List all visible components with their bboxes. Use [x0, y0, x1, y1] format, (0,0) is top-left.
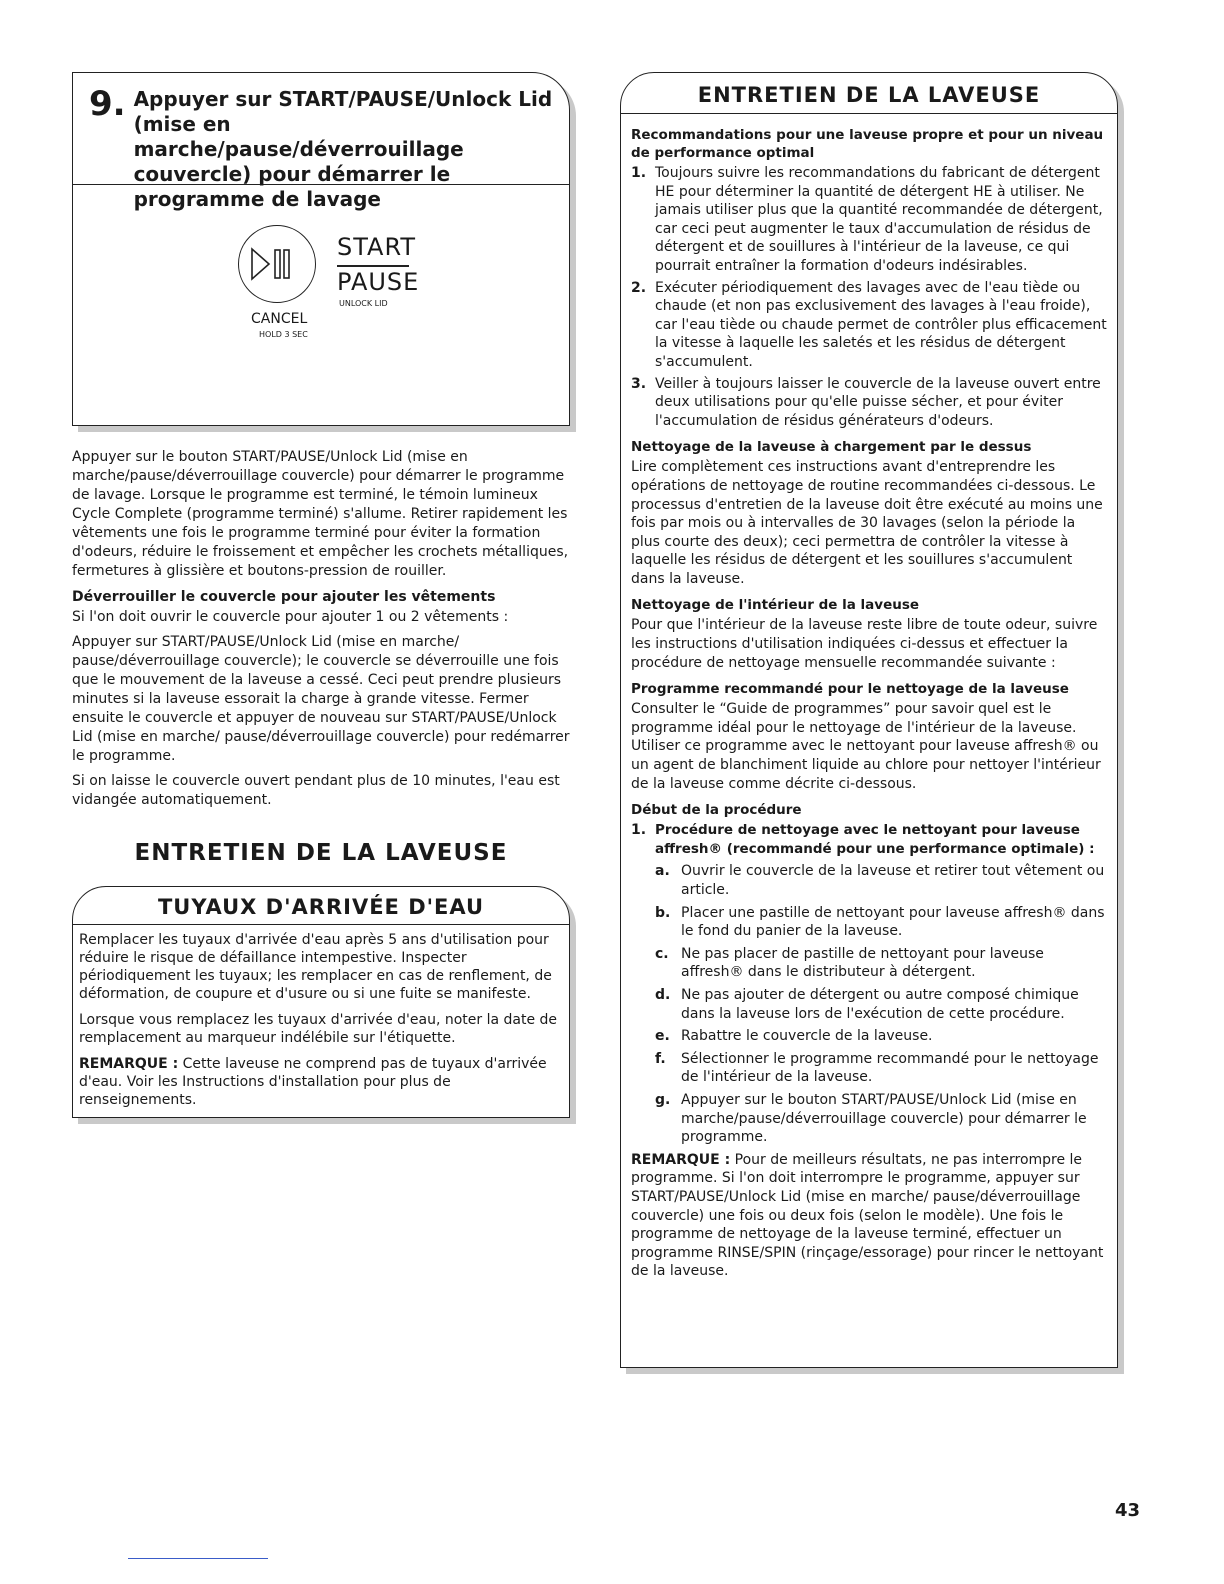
procedure-item — [631, 821, 1107, 858]
procedure-step — [655, 1050, 1107, 1087]
item-text: Toujours suivre les recommandations du fabricant de détergent HE pour déterminer la quantité de détergent HE à utiliser. Ne jamais utiliser plus que la quantité recommandée de détergent, car ceci peut augmenter le taux d'accumulation de résidus de détergent et de souillures à l'intérieur de la laveuse, ce qui pourrait entraîner la formation d'odeurs indésirables. — [655, 165, 1103, 274]
washer-care-body — [621, 114, 1117, 1281]
procedure-list — [631, 821, 1107, 858]
top-load-cleaning-text: Lire complètement ces instructions avant d'entreprendre les opérations de nettoyage de routine recommandées ci-dessous. Le processus d'entretien de la laveuse doit être exécuté au moins une fois par mois ou à intervalles de 30 lavages (selon la période la plus courte des deux); ceci permettra de contrôler la vitesse à laquelle les résidus de détergent et les souillures s'accumulent dans la laveuse. — [631, 459, 1103, 587]
step-9-body — [72, 448, 570, 810]
note-text: Cette laveuse ne comprend pas de tuyaux d'arrivée d'eau. Voir les Instructions d'installation pour plus de renseignements. — [79, 1056, 547, 1108]
step-text: Ne pas ajouter de détergent ou autre composé chimique dans la laveuse lors de l'exécution de cette procédure. — [681, 986, 1079, 1022]
procedure-start-heading: Début de la procédure — [631, 802, 802, 819]
recommended-program-text: Consulter le “Guide de programmes” pour savoir quel est le programme idéal pour le nettoyage de l'intérieur de la laveuse. Utiliser ce programme avec le nettoyant pour laveuse affresh® ou un agent de blanchiment liquide au chlore pour nettoyer l'intérieur de la laveuse comme décrite ci-dessous. — [631, 701, 1101, 792]
step-text: Sélectionner le programme recommandé pour le nettoyage de l'intérieur de la laveuse. — [681, 1050, 1099, 1086]
step-marker: f. — [655, 1050, 666, 1067]
inlet-hoses-body — [73, 925, 569, 1117]
step-marker: e. — [655, 1028, 670, 1045]
item-text: Veiller à toujours laisser le couvercle de la laveuse ouvert entre deux utilisations pour qu'elle puisse sécher, et pour éviter l'accumulation de résidus générateurs d'odeurs. — [655, 375, 1101, 429]
unlock-lid-label: UNLOCK LID — [339, 299, 388, 308]
unlock-heading: Déverrouiller le couvercle pour ajouter les vêtements — [72, 589, 496, 605]
washer-care-box — [620, 72, 1118, 1368]
unlock-paragraph-1: Si l'on doit ouvrir le couvercle pour ajouter 1 ou 2 vêtements : — [72, 609, 509, 625]
step-marker: b. — [655, 904, 671, 921]
step-text: Appuyer sur le bouton START/PAUSE/Unlock Lid (mise en marche/pause/déverrouillage couvercle) pour démarrer le programme. — [681, 1091, 1087, 1146]
item-marker: 3. — [631, 375, 647, 392]
hoses-paragraph-2: Lorsque vous remplacez les tuyaux d'arrivée d'eau, noter la date de remplacement au marqueur indélébile sur l'étiquette. — [79, 1012, 558, 1046]
play-pause-icon — [249, 246, 305, 282]
list-item — [631, 164, 1107, 276]
maintenance-heading: ENTRETIEN DE LA LAVEUSE — [134, 840, 508, 866]
note-label: REMARQUE : — [631, 1151, 731, 1168]
top-load-cleaning-heading: Nettoyage de la laveuse à chargement par le dessus — [631, 439, 1032, 456]
procedure-steps — [631, 862, 1107, 1146]
unlock-paragraph-2: Appuyer sur START/PAUSE/Unlock Lid (mise en marche/ pause/déverrouillage couvercle); le couvercle se déverrouille une fois que le mouvement de la laveuse a cessé. Ceci peut prendre plusieurs minutes si la laveuse essorait la charge à grande vitesse. Fermer ensuite le couvercle et appuyer de nouveau sur START/PAUSE/Unlock Lid (mise en marche/ pause/déverrouillage couvercle) pour redémarrer le programme. — [72, 634, 570, 764]
item-text: Exécuter périodiquement des lavages avec de l'eau tiède ou chaude (et non pas exclusivement des lavages à l'eau froide), car l'eau tiède ou chaude permet de contrôler plus efficacement la vitesse à laquelle les saletés et les résidus de détergent s'accumulent. — [655, 279, 1107, 370]
item-marker: 1. — [631, 822, 647, 839]
procedure-step — [655, 1091, 1107, 1147]
control-panel-illustration — [73, 185, 569, 405]
step-text: Placer une pastille de nettoyant pour laveuse affresh® dans le fond du panier de la laveuse. — [681, 904, 1105, 940]
hoses-paragraph-1: Remplacer les tuyaux d'arrivée d'eau après 5 ans d'utilisation pour réduire le risque de défaillance intempestive. Inspecter périodiquement les tuyaux; les remplacer en cas de renflement, de déformation, de coupure et d'usure ou si une fuite se manifeste. — [79, 932, 552, 1002]
recommendations-heading: Recommandations pour une laveuse propre et pour un niveau de performance optimal — [631, 127, 1104, 161]
inlet-hoses-box — [72, 886, 570, 1118]
step-marker: g. — [655, 1091, 671, 1108]
procedure-note — [631, 1151, 1107, 1281]
interior-cleaning-heading: Nettoyage de l'intérieur de la laveuse — [631, 597, 920, 614]
procedure-step — [655, 1027, 1107, 1046]
step-9-header — [73, 73, 569, 211]
step-marker: a. — [655, 863, 670, 880]
right-column — [620, 72, 1118, 1368]
step-title: Appuyer sur START/PAUSE/Unlock Lid (mise en marche/pause/déverrouillage couvercle) pour démarrer le programme de lavage — [133, 87, 553, 211]
recommendations-list — [631, 164, 1107, 430]
inlet-hoses-heading: TUYAUX D'ARRIVÉE D'EAU — [73, 887, 569, 925]
procedure-step — [655, 862, 1107, 899]
left-column — [72, 72, 570, 1118]
step-text: Ne pas placer de pastille de nettoyant pour laveuse affresh® dans le distributeur à détergent. — [681, 945, 1044, 981]
note-text: Pour de meilleurs résultats, ne pas interrompre le programme. Si l'on doit interrompre le programme, appuyer sur START/PAUSE/Unlock Lid (mise en marche/ pause/déverrouillage couvercle) une fois ou deux fois (selon le modèle). Une fois le programme de nettoyage de la laveuse terminé, effectuer un programme RINSE/SPIN (rinçage/essorage) pour rincer le nettoyant de la laveuse. — [631, 1151, 1104, 1280]
step-number: 9. — [89, 84, 126, 124]
footer-rule — [128, 1558, 268, 1559]
cancel-label: CANCEL — [251, 311, 308, 327]
intro-paragraph: Appuyer sur le bouton START/PAUSE/Unlock Lid (mise en marche/pause/déverrouillage couvercle) pour démarrer le programme de lavage. Lorsque le programme est terminé, le témoin lumineux Cycle Complete (programme terminé) s'allume. Retirer rapidement les vêtements une fois le programme terminé pour éviter la formation d'odeurs, réduire le froissement et empêcher les crochets métalliques, fermetures à glissière et boutons-pression de rouiller. — [72, 449, 569, 579]
procedure-step — [655, 986, 1107, 1023]
step-text: Rabattre le couvercle de la laveuse. — [681, 1028, 933, 1045]
hoses-note — [79, 1055, 563, 1109]
step-9-box — [72, 72, 570, 426]
start-pause-dial — [238, 225, 316, 303]
procedure-step — [655, 945, 1107, 982]
procedure-title: Procédure de nettoyage avec le nettoyant pour laveuse affresh® (recommandé pour une performance optimale) : — [655, 822, 1095, 857]
recommended-program-heading: Programme recommandé pour le nettoyage de la laveuse — [631, 681, 1069, 698]
step-text: Ouvrir le couvercle de la laveuse et retirer tout vêtement ou article. — [681, 863, 1105, 898]
washer-care-heading: ENTRETIEN DE LA LAVEUSE — [621, 73, 1117, 114]
list-item — [631, 279, 1107, 372]
label-divider — [337, 265, 409, 267]
interior-cleaning-text: Pour que l'intérieur de la laveuse reste libre de toute odeur, suivre les instructions d'utilisation indiquées ci-dessus et effectuer la procédure de nettoyage mensuelle recommandée suivante : — [631, 617, 1098, 671]
step-marker: d. — [655, 986, 671, 1003]
note-label: REMARQUE : — [79, 1056, 179, 1072]
item-marker: 1. — [631, 165, 647, 181]
unlock-paragraph-3: Si on laisse le couvercle ouvert pendant plus de 10 minutes, l'eau est vidangée automatiquement. — [72, 773, 560, 808]
start-label: START — [337, 233, 417, 261]
procedure-step — [655, 904, 1107, 941]
page-number: 43 — [1114, 1500, 1140, 1521]
item-marker: 2. — [631, 279, 647, 296]
list-item — [631, 375, 1107, 431]
hold-label: HOLD 3 SEC — [259, 330, 308, 339]
pause-label: PAUSE — [337, 268, 420, 296]
step-marker: c. — [655, 945, 669, 962]
